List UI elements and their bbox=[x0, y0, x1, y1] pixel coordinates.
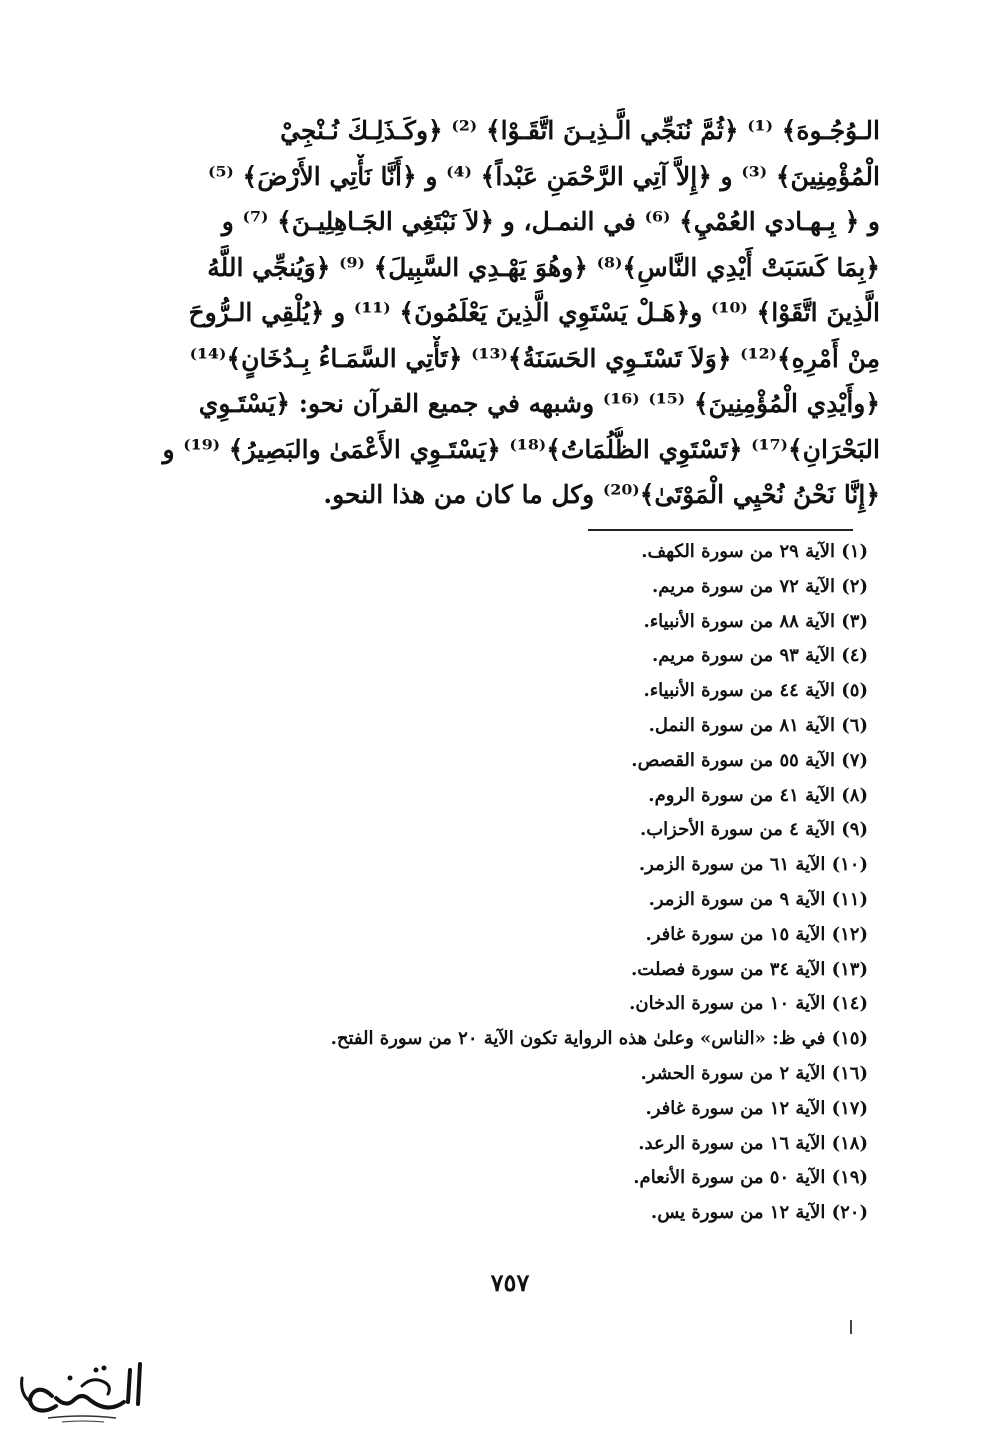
footnote: (٢٠) الآية ١٢ من سورة يس. bbox=[650, 1202, 868, 1224]
footnote: (١٤) الآية ١٠ من سورة الدخان. bbox=[629, 993, 868, 1015]
footnote: (٤) الآية ٩٣ من سورة مريم. bbox=[651, 645, 868, 667]
footnote: (١٢) الآية ١٥ من سورة غافر. bbox=[645, 923, 868, 945]
main-text-line: الـوُجُـوهَ﴾ ⁽¹⁾ ﴿ثُمَّ نُنَجِّي الَّـذِيـنَ اتَّقَـوْا﴾ ⁽²⁾ ﴿وكَـذَلِـكَ نُـنْجِيْ bbox=[280, 116, 880, 145]
main-text-line: الَّذِينَ اتَّقَوْا﴾ ⁽¹⁰⁾ و﴿هَـلْ يَسْتَوِي الَّذِينَ يَعْلَمُونَ﴾ ⁽¹¹⁾ و ﴿يُلْقِي الـرُّوحَ bbox=[188, 298, 880, 327]
footnote: (٩) الآية ٤ من سورة الأحزاب. bbox=[639, 819, 868, 841]
scan-mark bbox=[850, 1320, 852, 1334]
calligraphy-logo-icon bbox=[12, 1356, 150, 1426]
footnote: (٢) الآية ٧٢ من سورة مريم. bbox=[651, 575, 868, 597]
footnote: (٣) الآية ٨٨ من سورة الأنبياء. bbox=[643, 610, 868, 632]
footnote: (١٨) الآية ١٦ من سورة الرعد. bbox=[638, 1132, 868, 1154]
main-text-line: مِنْ أَمْرِهِ﴾⁽¹²⁾ ﴿وَلاَ تَسْتَـوِي الحَسَنَةُ﴾⁽¹³⁾ ﴿تَأْتِي السَّمَـاءُ بِـدُخَانٍ﴾⁽¹⁴⁾ bbox=[189, 343, 880, 373]
footnote: (١٦) الآية ٢ من سورة الحشر. bbox=[640, 1062, 868, 1084]
footnote: (١١) الآية ٩ من سورة الزمر. bbox=[648, 888, 868, 910]
footnote: (٦) الآية ٨١ من سورة النمل. bbox=[648, 714, 868, 736]
page-number: ٧٥٧ bbox=[490, 1268, 530, 1297]
footnote: (١٥) في ظ: «الناس» وعلىٰ هذه الرواية تكون الآية ٢٠ من سورة الفتح. bbox=[330, 1028, 868, 1050]
footnote: (١) الآية ٢٩ من سورة الكهف. bbox=[641, 541, 868, 562]
main-text-line: و ﴿ بِـهـادي العُمْيِ﴾ ⁽⁶⁾ في النمـل، و ﴿لاَ نَبْتَغِي الجَـاهِلِيـنَ﴾ ⁽⁷⁾ و bbox=[221, 207, 880, 236]
footnote: (٥) الآية ٤٤ من سورة الأنبياء. bbox=[643, 680, 868, 702]
footnote: (١٩) الآية ٥٠ من سورة الأنعام. bbox=[633, 1167, 868, 1189]
main-text-line: الْمُؤْمِنِينَ﴾ ⁽³⁾ و ﴿إِلاَّ آتِي الرَّحْمَنِ عَبْداً﴾ ⁽⁴⁾ و ﴿أَنَّا نَأْتِي الأَرْضَ﴾ ⁽⁵⁾ bbox=[207, 161, 880, 191]
footnotes bbox=[268, 535, 868, 1231]
main-text-line: ﴿بِمَا كَسَبَتْ أَيْدِي النَّاسِ﴾⁽⁸⁾ ﴿وهُوَ يَهْـدِي السَّبِيلَ﴾ ⁽⁹⁾ ﴿وَيُنجِّي اللَّهُ bbox=[207, 252, 880, 282]
footnote-divider bbox=[588, 529, 853, 531]
main-text-line: ﴿إِنَّا نَحْنُ نُحْيِي الْمَوْتَىٰ﴾⁽²⁰⁾ وكل ما كان من هذا النحو. bbox=[323, 480, 880, 509]
footnote: (١٧) الآية ١٢ من سورة غافر. bbox=[645, 1097, 868, 1119]
main-text-line: ﴿وأَيْدِي الْمُؤْمِنِينَ﴾ ⁽¹⁵⁾ ⁽¹⁶⁾ وشبهه في جميع القرآن نحو: ﴿يَسْتَـوِي bbox=[198, 389, 880, 418]
footnote: (١٣) الآية ٣٤ من سورة فصلت. bbox=[631, 958, 868, 980]
footnote: (٧) الآية ٥٥ من سورة القصص. bbox=[631, 749, 868, 771]
main-text-line: البَحْرَانِ﴾⁽¹⁷⁾ ﴿تَسْتَوِي الظُّلُمَاتُ﴾⁽¹⁸⁾ ﴿يَسْتَـوِي الأَعْمَىٰ والبَصِيرُ﴾ ⁽¹⁹⁾ و bbox=[162, 434, 880, 464]
footnote: (١٠) الآية ٦١ من سورة الزمر. bbox=[638, 854, 868, 876]
main-text bbox=[160, 108, 880, 518]
footnote: (٨) الآية ٤١ من سورة الروم. bbox=[648, 784, 868, 806]
